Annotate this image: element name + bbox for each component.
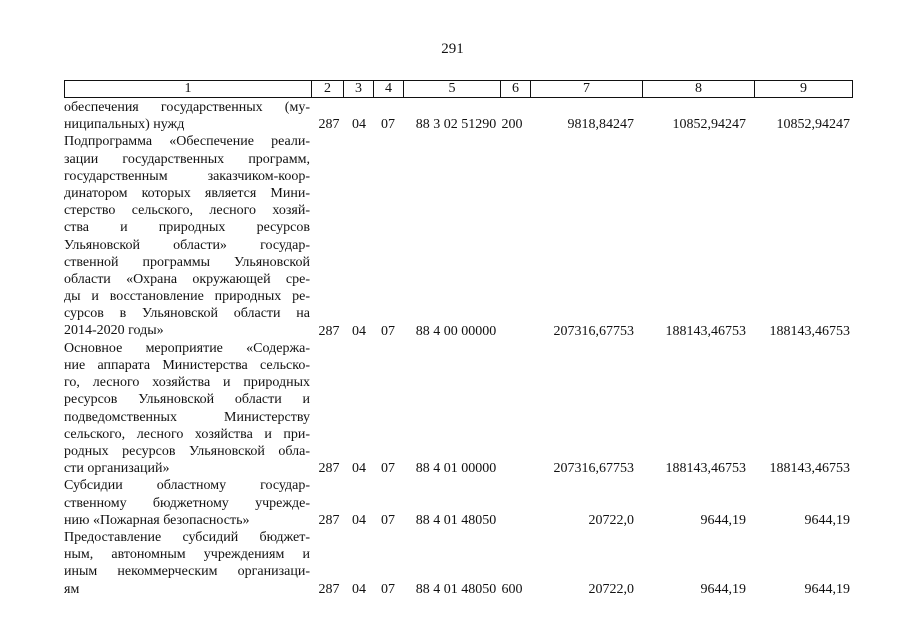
cell-c4: 07: [381, 581, 395, 597]
cell-c6: 600: [501, 581, 523, 597]
budget-table: [64, 80, 853, 597]
row-description: [64, 529, 310, 598]
cell-c2: 287: [318, 117, 340, 133]
cell-c5: 88 4 00 00000: [415, 323, 497, 339]
description-line: родных ресурсов Ульяновской обла-: [64, 443, 310, 459]
description-line: го, лесного хозяйства и природных: [64, 375, 310, 391]
cell-c3: 04: [352, 117, 366, 133]
description-line: ям: [64, 581, 80, 597]
cell-c6: 200: [501, 117, 523, 133]
cell-c5: 88 4 01 48050: [415, 581, 497, 597]
cell-c2: 287: [318, 323, 340, 339]
description-line: Основное мероприятие «Содержа-: [64, 340, 310, 356]
description-line: 2014-2020 годы»: [64, 323, 164, 339]
cell-c8: 188143,46753: [665, 461, 746, 477]
cell-c8: 9644,19: [700, 512, 746, 528]
description-line: области «Охрана окружающей сре-: [64, 271, 310, 287]
cell-c3: 04: [352, 461, 366, 477]
cell-c5: 88 4 01 00000: [415, 461, 497, 477]
description-line: ресурсов Ульяновской области и: [64, 392, 310, 408]
table-row: [64, 340, 853, 478]
header-col-4: 4: [373, 81, 403, 97]
row-description: [64, 99, 310, 133]
cell-c5: 88 4 01 48050: [415, 512, 497, 528]
header-col-1: 1: [184, 81, 192, 96]
description-line: Субсидии областному государ-: [64, 478, 310, 494]
page-number: 291: [441, 41, 464, 57]
cell-c7: 207316,67753: [553, 323, 634, 339]
cell-c9: 188143,46753: [769, 461, 850, 477]
header-col-7: 7: [530, 81, 642, 97]
description-line: Ульяновской области» государ-: [64, 237, 310, 253]
cell-c8: 10852,94247: [672, 117, 746, 133]
row-description: [64, 340, 310, 478]
cell-c7: 20722,0: [588, 512, 634, 528]
cell-c9: 9644,19: [804, 581, 850, 597]
cell-c9: 9644,19: [804, 512, 850, 528]
header-col-3: 3: [343, 81, 373, 97]
cell-c8: 9644,19: [700, 581, 746, 597]
description-line: ды и восстановление природных ре-: [64, 289, 310, 305]
description-line: ства и природных ресурсов: [64, 220, 310, 236]
description-line: обеспечения государственных (му-: [64, 100, 310, 115]
cell-c2: 287: [318, 512, 340, 528]
table-row: [64, 529, 853, 598]
cell-c3: 04: [352, 512, 366, 528]
row-description: [64, 133, 310, 339]
row-description: [64, 477, 310, 529]
header-col-6: 6: [500, 81, 530, 97]
description-line: ние аппарата Министерства сельско-: [64, 357, 310, 373]
description-line: нию «Пожарная безопасность»: [64, 512, 250, 528]
description-line: Подпрограмма «Обеспечение реали-: [64, 134, 310, 150]
description-line: динатором которых является Мини-: [64, 185, 310, 201]
description-line: сурсов в Ульяновской области на: [64, 306, 310, 322]
description-line: сельского, лесного хозяйства и при-: [64, 426, 310, 442]
cell-c9: 10852,94247: [776, 117, 850, 133]
cell-c9: 188143,46753: [769, 323, 850, 339]
cell-c2: 287: [318, 581, 340, 597]
cell-c7: 207316,67753: [553, 461, 634, 477]
header-col-5: 5: [403, 81, 500, 97]
cell-c7: 9818,84247: [567, 117, 634, 133]
description-line: подведомственных Министерству: [64, 409, 310, 425]
description-line: иным некоммерческим организаци-: [64, 564, 310, 580]
header-col-9: 9: [754, 81, 852, 97]
cell-c5: 88 3 02 51290: [415, 117, 497, 133]
cell-c8: 188143,46753: [665, 323, 746, 339]
table-row: [64, 477, 853, 529]
cell-c4: 07: [381, 512, 395, 528]
cell-c2: 287: [318, 461, 340, 477]
cell-c4: 07: [381, 117, 395, 133]
description-line: сти организаций»: [64, 461, 170, 477]
header-col-2: 2: [311, 81, 343, 97]
cell-c7: 20722,0: [588, 581, 634, 597]
header-col-8: 8: [642, 81, 754, 97]
table-row: [64, 99, 853, 133]
description-line: ственному бюджетному учрежде-: [64, 495, 310, 511]
description-line: ственной программы Ульяновской: [64, 254, 310, 270]
table-row: [64, 133, 853, 339]
cell-c3: 04: [352, 323, 366, 339]
description-line: государственным заказчиком-коор-: [64, 168, 310, 184]
description-line: Предоставление субсидий бюджет-: [64, 530, 310, 545]
description-line: ниципальных) нужд: [64, 117, 185, 133]
cell-c3: 04: [352, 581, 366, 597]
description-line: зации государственных программ,: [64, 151, 310, 167]
cell-c4: 07: [381, 461, 395, 477]
cell-c4: 07: [381, 323, 395, 339]
description-line: стерство сельского, лесного хозяй-: [64, 203, 310, 219]
table-header: [64, 80, 853, 98]
description-line: ным, автономным учреждениям и: [64, 547, 310, 563]
